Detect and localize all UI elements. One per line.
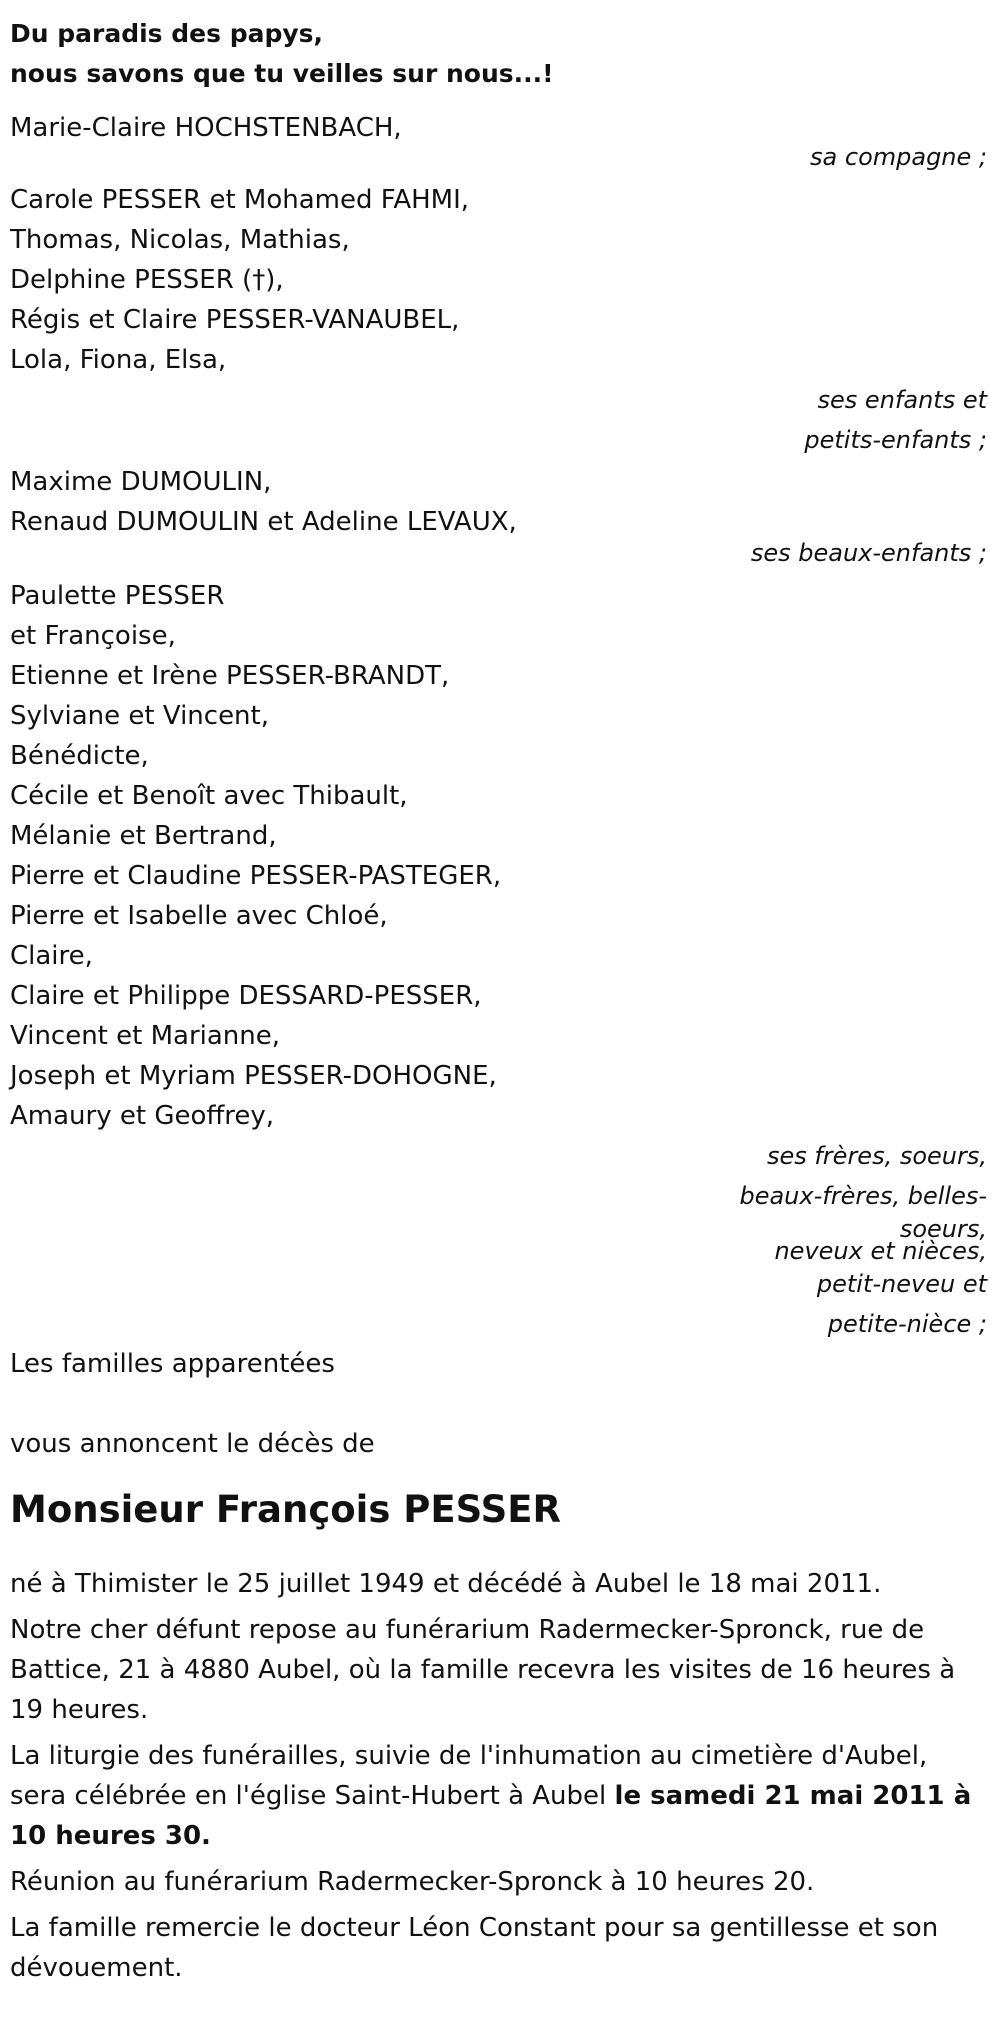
role-siblings-3: soeurs, <box>899 1215 987 1243</box>
name-line: Pierre et Claudine PESSER-PASTEGER, <box>10 861 502 891</box>
birth-paragraph: né à Thimister le 25 juillet 1949 et décédé à Aubel le 18 mai 2011. <box>10 1569 882 1599</box>
name-line: Pierre et Isabelle avec Chloé, <box>10 901 388 931</box>
deceased-name: Monsieur François PESSER <box>10 1488 562 1531</box>
role-siblings-2: beaux-frères, belles- <box>739 1182 987 1210</box>
role-siblings-5: petit-neveu et <box>816 1270 987 1298</box>
rest-paragraph: Notre cher défunt repose au funérarium Radermecker-Spronck, rue de Battice, 21 à 4880 Aubel, où la famille recevra les visites de 16 heures à 19 heures. <box>10 1615 956 1725</box>
name-line: Joseph et Myriam PESSER-DOHOGNE, <box>10 1061 497 1091</box>
role-siblings-6: petite-nièce ; <box>827 1310 987 1338</box>
name-line: Marie-Claire HOCHSTENBACH, <box>10 113 402 143</box>
role-companion: sa compagne ; <box>810 143 987 171</box>
name-line: Carole PESSER et Mohamed FAHMI, <box>10 185 470 215</box>
group-stepchildren <box>10 462 990 568</box>
families-line: Les familles apparentées <box>10 1349 335 1379</box>
name-line: Maxime DUMOULIN, <box>10 467 272 497</box>
name-line: Mélanie et Bertrand, <box>10 821 277 851</box>
name-line: Claire et Philippe DESSARD-PESSER, <box>10 981 482 1011</box>
role-siblings-1: ses frères, soeurs, <box>766 1142 987 1170</box>
group-siblings <box>10 576 990 1344</box>
name-line: Bénédicte, <box>10 741 149 771</box>
name-line: et Françoise, <box>10 621 176 651</box>
name-line: Vincent et Marianne, <box>10 1021 281 1051</box>
role-stepchildren: ses beaux-enfants ; <box>750 539 987 567</box>
name-line: Delphine PESSER (†), <box>10 265 284 295</box>
role-children-2: petits-enfants ; <box>804 426 987 454</box>
thanks-paragraph: La famille remercie le docteur Léon Constant pour sa gentillesse et son dévouement. <box>10 1913 939 1983</box>
liturgy-text: La liturgie des funérailles, suivie de l'inhumation au cimetière d'Aubel, sera célébrée en l'église Saint-Hubert à Aubel <box>10 1741 928 1811</box>
name-line: Lola, Fiona, Elsa, <box>10 345 227 375</box>
role-siblings-4: neveux et nièces, <box>774 1237 987 1265</box>
role-children-1: ses enfants et <box>817 386 987 414</box>
name-line: Renaud DUMOULIN et Adeline LEVAUX, <box>10 507 517 537</box>
name-line: Etienne et Irène PESSER-BRANDT, <box>10 661 450 691</box>
group-children <box>10 180 990 460</box>
meeting-paragraph: Réunion au funérarium Radermecker-Spronck à 10 heures 20. <box>10 1867 815 1897</box>
name-line: Cécile et Benoît avec Thibault, <box>10 781 408 811</box>
header <box>10 0 990 94</box>
liturgy-paragraph <box>10 1736 990 1856</box>
group-companion <box>10 108 990 172</box>
header-line-2: nous savons que tu veilles sur nous...! <box>10 59 554 88</box>
name-line: Claire, <box>10 941 93 971</box>
name-line: Amaury et Geoffrey, <box>10 1101 275 1131</box>
liturgy-date: le samedi 21 mai 2011 à 10 heures 30. <box>10 1781 972 1851</box>
name-line: Régis et Claire PESSER-VANAUBEL, <box>10 305 460 335</box>
name-line: Thomas, Nicolas, Mathias, <box>10 225 350 255</box>
header-line-1: Du paradis des papys, <box>10 19 324 48</box>
announce-line: vous annoncent le décès de <box>10 1429 375 1459</box>
name-line: Paulette PESSER <box>10 581 225 611</box>
name-line: Sylviane et Vincent, <box>10 701 269 731</box>
